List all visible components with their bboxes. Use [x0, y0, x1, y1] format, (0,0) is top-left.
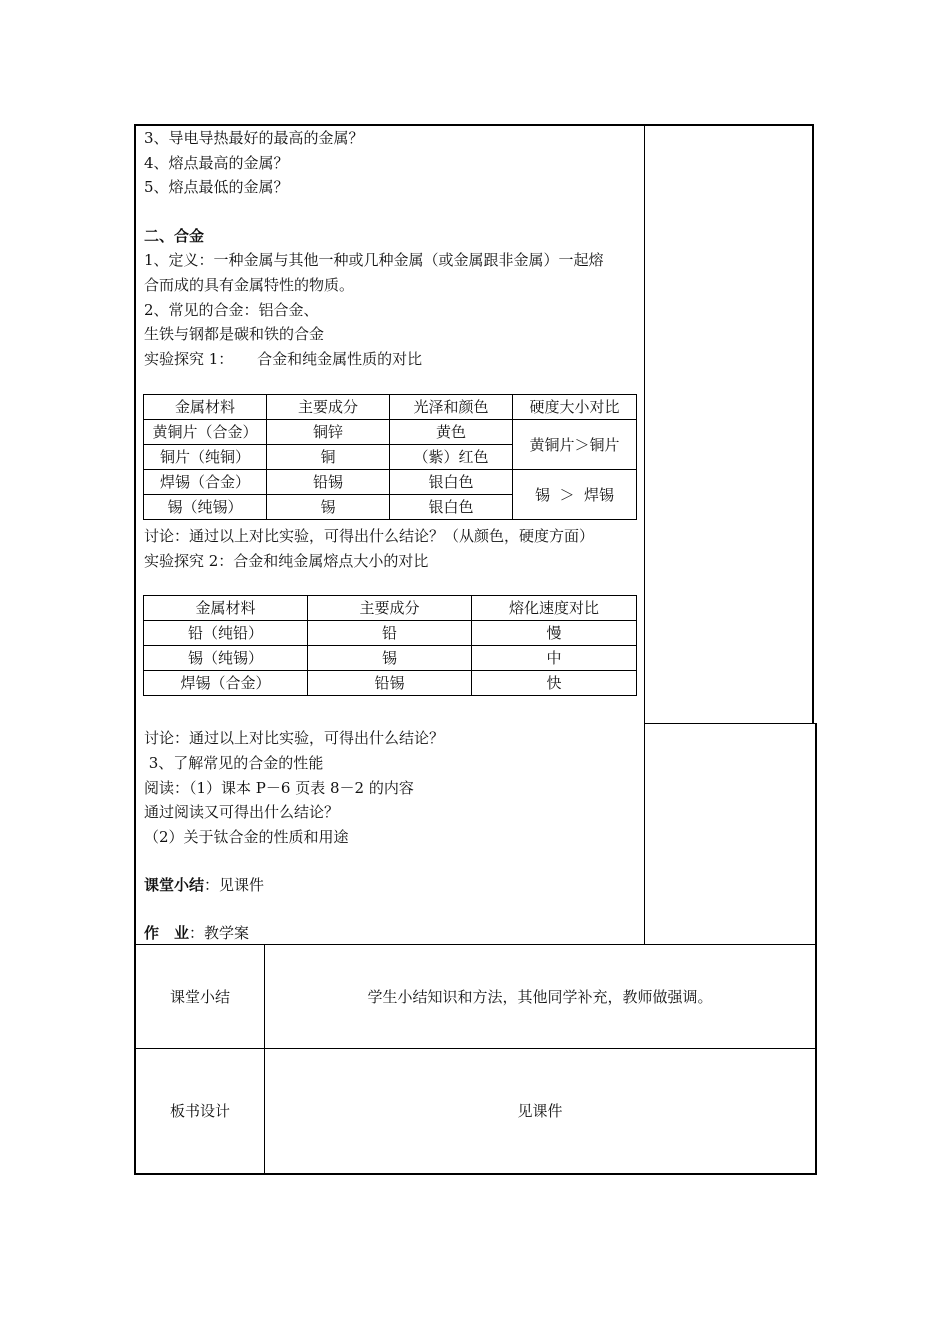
- table-cell: 锡（纯锡）: [144, 646, 308, 671]
- frame-divider-middle: [644, 723, 645, 945]
- table-row: [144, 470, 637, 495]
- reading-conclusion: 通过阅读又可得出什么结论？: [144, 803, 340, 821]
- table-cell: 银白色: [390, 470, 513, 495]
- reading-2: （2）关于钛合金的性质和用途: [144, 828, 349, 846]
- table-cell: 银白色: [390, 495, 513, 520]
- table-row: [144, 621, 637, 646]
- table-cell: 锡（纯锡）: [144, 495, 267, 520]
- row-content-summary: 学生小结知识和方法，其他同学补充，教师做强调。: [367, 988, 713, 1006]
- class-summary-value: ：见课件: [204, 876, 265, 894]
- discussion-2: 讨论：通过以上对比实验，可得出什么结论？: [144, 729, 445, 747]
- alloy-properties: 3、了解常见的合金的性能: [144, 754, 324, 772]
- frame-bottom-line: [134, 1173, 817, 1175]
- hardness-cell-tin: 锡 ＞ 焊锡: [513, 470, 637, 520]
- table-header-row: [144, 395, 637, 420]
- homework-line: [144, 921, 249, 946]
- melting-comparison-table: [143, 595, 637, 696]
- table-row: [144, 420, 637, 445]
- frame-right-top: [812, 124, 814, 724]
- question-4: 4、熔点最高的金属？: [144, 154, 289, 172]
- common-alloys: 2、常见的合金：铝合金、: [144, 301, 319, 319]
- frame-line-row2-top: [134, 1048, 817, 1049]
- table-cell: 铅锡: [267, 470, 390, 495]
- table-cell: 铅锡: [308, 671, 472, 696]
- table-cell: 快: [472, 671, 637, 696]
- frame-divider-top: [644, 124, 645, 724]
- experiment-1-title: 实验探究 1： 合金和纯金属性质的对比: [144, 350, 423, 368]
- table-cell: 中: [472, 646, 637, 671]
- table-header-cell: 熔化速度对比: [472, 596, 637, 621]
- row-label-board: 板书设计: [169, 1102, 230, 1120]
- table-header-cell: 金属材料: [144, 596, 308, 621]
- frame-divider-bottom: [264, 944, 265, 1174]
- table-cell: 铜片（纯铜）: [144, 445, 267, 470]
- reading-1: 阅读：（1）课本 P－6 页表 8－2 的内容: [144, 779, 414, 797]
- experiment-2-title: 实验探究 2：合金和纯金属熔点大小的对比: [144, 552, 429, 570]
- table-header-row: [144, 596, 637, 621]
- table-cell: 焊锡（合金）: [144, 671, 308, 696]
- hardness-cell-brass: 黄铜片＞铜片: [513, 420, 637, 470]
- question-5: 5、熔点最低的金属？: [144, 178, 289, 196]
- table-cell: 铜锌: [267, 420, 390, 445]
- frame-left-line: [134, 124, 136, 1174]
- class-summary-label: 课堂小结: [144, 876, 205, 894]
- question-3: 3、导电导热最好的最高的金属？: [144, 129, 364, 147]
- table-cell: 铜: [267, 445, 390, 470]
- homework-label: 作 业: [144, 924, 190, 942]
- definition-line-2: 合而成的具有金属特性的物质。: [144, 276, 355, 294]
- table-cell: （紫）红色: [390, 445, 513, 470]
- table-cell: 黄铜片（合金）: [144, 420, 267, 445]
- table-cell: 黄色: [390, 420, 513, 445]
- table-cell: 锡: [308, 646, 472, 671]
- definition-line-1: 1、定义：一种金属与其他一种或几种金属（或金属跟非金属）一起熔: [144, 251, 604, 269]
- table-cell: 铅（纯铅）: [144, 621, 308, 646]
- table-row: [144, 646, 637, 671]
- heading-alloy: 二、合金: [144, 227, 205, 245]
- frame-line-middle-top: [644, 723, 817, 724]
- table-row: [144, 671, 637, 696]
- class-summary-line: [144, 873, 264, 898]
- table-header-cell: 主要成分: [308, 596, 472, 621]
- table-cell: 铅: [308, 621, 472, 646]
- table-cell: 锡: [267, 495, 390, 520]
- table-header-cell: 硬度大小对比: [513, 395, 637, 420]
- iron-steel-note: 生铁与钢都是碳和铁的合金: [144, 325, 325, 343]
- alloy-comparison-table: [143, 394, 637, 520]
- row-content-board: 见课件: [517, 1102, 563, 1120]
- row-label-summary: 课堂小结: [169, 988, 230, 1006]
- frame-right-middle: [815, 723, 817, 1175]
- table-header-cell: 金属材料: [144, 395, 267, 420]
- table-header-cell: 主要成分: [267, 395, 390, 420]
- homework-value: ：教学案: [189, 924, 250, 942]
- discussion-1: 讨论：通过以上对比实验，可得出什么结论？（从颜色，硬度方面）: [144, 527, 595, 545]
- table-cell: 焊锡（合金）: [144, 470, 267, 495]
- table-cell: 慢: [472, 621, 637, 646]
- table-header-cell: 光泽和颜色: [390, 395, 513, 420]
